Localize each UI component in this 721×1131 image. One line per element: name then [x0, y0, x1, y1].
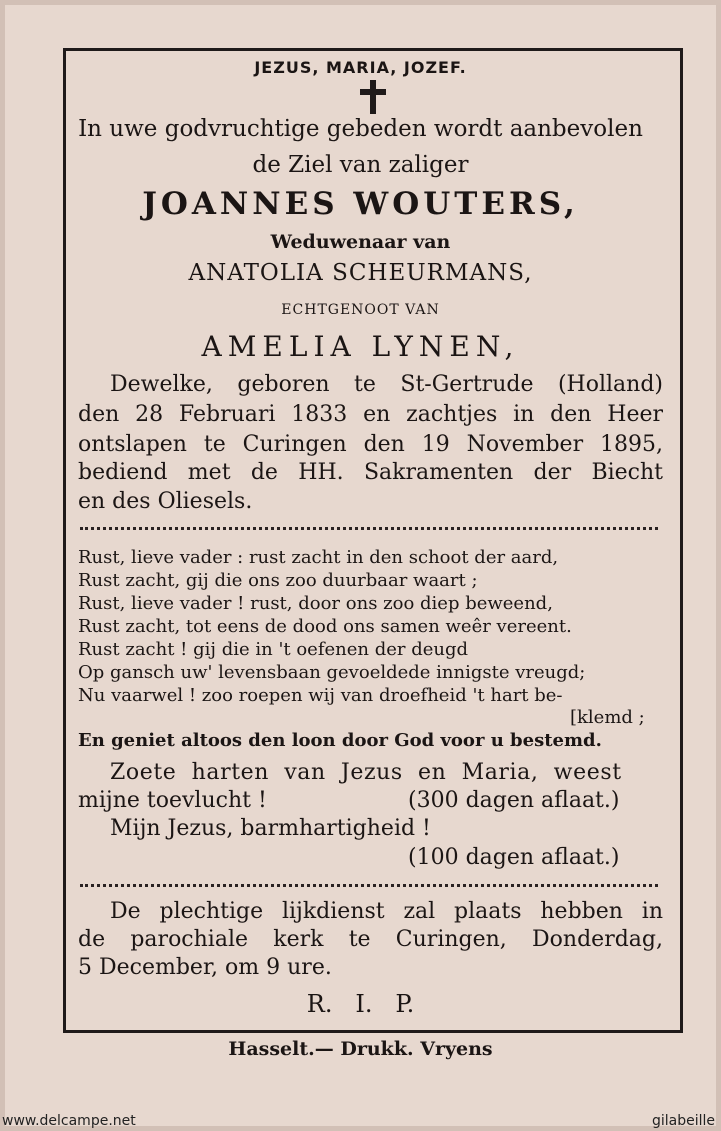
prayer-1-line-2: mijne toevlucht ! [78, 788, 267, 813]
poem-line: Op gansch uw' levensbaan gevoeldede innigste vreugd; [78, 662, 586, 683]
prayer-1-line-1: Zoete harten van Jezus en Maria, weest [110, 760, 622, 785]
poem-line: [klemd ; [570, 707, 645, 728]
dotted-separator [80, 884, 658, 887]
invocation-text: JEZUS, MARIA, JOZEF. [254, 58, 467, 77]
poem-line: Rust zacht, tot eens de dood ons samen weêr vereent. [78, 616, 572, 637]
prayer-1-indulgence: (300 dagen aflaat.) [408, 788, 620, 813]
relation-husband: ECHTGENOOT VAN [281, 302, 440, 318]
relation-widower: Weduwenaar van [270, 231, 451, 253]
bio-line: en des Oliesels. [78, 489, 253, 514]
poem-line: Nu vaarwel ! zoo roepen wij van droefheid 't hart be- [78, 685, 563, 706]
poem-line: En geniet altoos den loon door God voor u bestemd. [78, 730, 602, 751]
funeral-line: de parochiale kerk te Curingen, Donderdag, [78, 927, 663, 952]
second-spouse-name: AMELIA LYNEN, [201, 330, 520, 363]
prayer-2-indulgence: (100 dagen aflaat.) [408, 845, 620, 870]
bio-line: ontslapen te Curingen den 19 November 1895, [78, 432, 663, 457]
poem-line: Rust, lieve vader ! rust, door ons zoo diep beweend, [78, 593, 553, 614]
dotted-separator [80, 527, 658, 530]
poem-line: Rust zacht ! gij die in 't oefenen der deugd [78, 639, 469, 660]
printer-credit: Hasselt.— Drukk. Vryens [228, 1038, 493, 1060]
rip-text: R. I. P. [306, 990, 415, 1018]
intro-line-2: de Ziel van zaliger [252, 152, 469, 178]
deceased-name: JOANNES WOUTERS, [142, 186, 579, 222]
funeral-line: 5 December, om 9 ure. [78, 955, 332, 980]
first-spouse-name: ANATOLIA SCHEURMANS, [188, 260, 533, 286]
cross-icon [358, 80, 388, 114]
prayer-2-line-1: Mijn Jezus, barmhartigheid ! [110, 816, 431, 841]
poem-line: Rust zacht, gij die ons zoo duurbaar waart ; [78, 570, 478, 591]
intro-line-1: In uwe godvruchtige gebeden wordt aanbevolen [78, 116, 643, 142]
funeral-line: De plechtige lijkdienst zal plaats hebben in [110, 899, 663, 924]
bio-line: Dewelke, geboren te St-Gertrude (Holland) [110, 372, 663, 397]
watermark-right: gilabeille [651, 1113, 715, 1129]
bio-line: den 28 Februari 1833 en zachtjes in den Heer [78, 402, 663, 427]
poem-line: Rust, lieve vader : rust zacht in den schoot der aard, [78, 547, 559, 568]
bio-line: bediend met de HH. Sakramenten der Biecht [78, 460, 663, 485]
watermark-left: www.delcampe.net [2, 1113, 136, 1129]
